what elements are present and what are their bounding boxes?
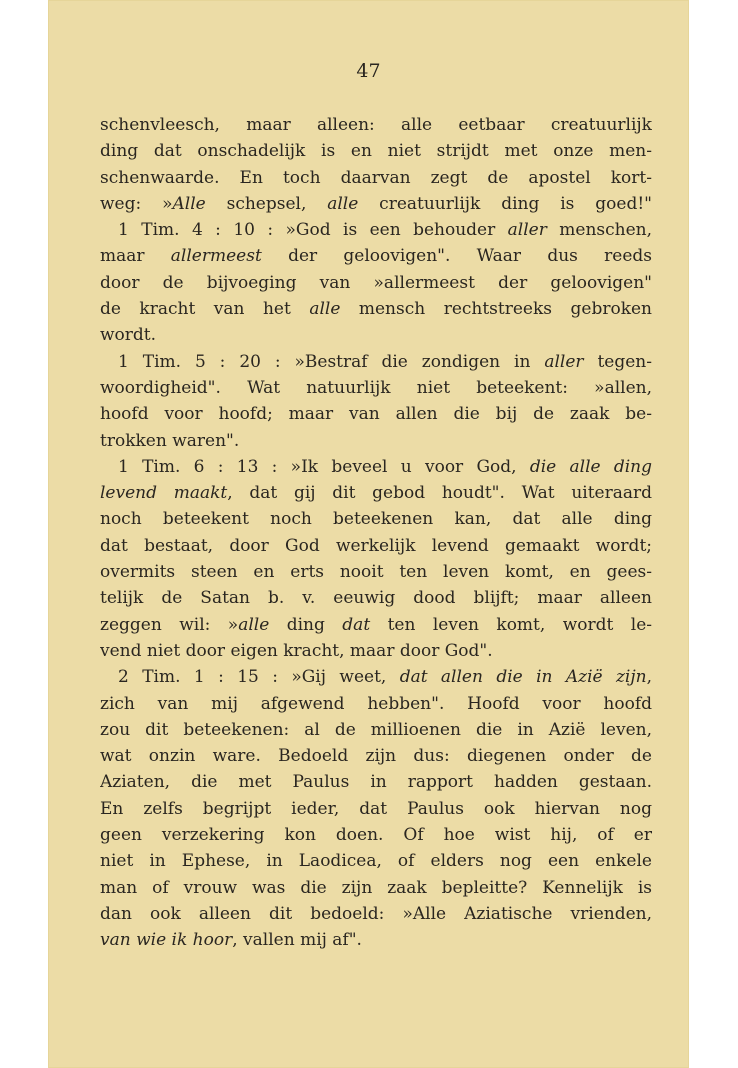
text-line — [100, 612, 652, 638]
text-line — [100, 296, 652, 322]
italic-text: dat — [342, 614, 371, 635]
text-line — [100, 401, 652, 427]
text-segment: 1 Tim. 5 : 20 : »Bestraf die zondigen in — [118, 351, 545, 372]
book-page — [48, 0, 689, 1068]
italic-text: alle — [238, 614, 270, 635]
text-line — [100, 585, 652, 611]
text-segment: schepsel, — [205, 193, 328, 214]
text-segment: mensch rechtstreeks gebroken — [340, 299, 652, 320]
italic-text: van wie ik hoor — [100, 930, 233, 951]
text-segment: 1 Tim. 4 : 10 : »God is een behouder — [118, 220, 508, 241]
text-line — [100, 901, 652, 927]
text-line — [100, 638, 652, 664]
text-segment: zich van mij afgewend hebben". Hoofd voor hoofd — [100, 693, 652, 714]
text-segment: , vallen mij af". — [232, 930, 362, 951]
text-line — [100, 664, 652, 690]
text-segment: , — [646, 667, 652, 688]
text-segment: schenwaarde. En toch daarvan zegt de apostel kort- — [100, 167, 652, 188]
italic-text: die alle ding — [529, 456, 652, 477]
text-segment: zou dit beteekenen: al de millioenen die in Azië leven, — [100, 719, 652, 740]
text-segment: geen verzekering kon doen. Of hoe wist hij, of er — [100, 825, 652, 846]
text-segment: creatuurlijk ding is goed!" — [358, 193, 652, 214]
text-line — [100, 848, 652, 874]
text-segment: ding — [269, 614, 343, 635]
text-line — [100, 533, 652, 559]
text-line — [100, 875, 652, 901]
text-segment: 2 Tim. 1 : 15 : »Gij weet, — [118, 667, 400, 688]
text-segment: En zelfs begrijpt ieder, dat Paulus ook hiervan nog — [100, 798, 652, 819]
text-line — [100, 375, 652, 401]
text-line — [100, 769, 652, 795]
text-segment: Aziaten, die met Paulus in rapport hadden gestaan. — [100, 772, 652, 793]
text-line — [100, 506, 652, 532]
text-segment: telijk de Satan b. v. eeuwig dood blijft; maar alleen — [100, 588, 652, 609]
text-line — [100, 691, 652, 717]
italic-text: Alle — [172, 193, 206, 214]
text-segment: der geloovigen". Waar dus reeds — [261, 246, 652, 267]
text-line — [100, 717, 652, 743]
text-segment: dan ook alleen dit bedoeld: »Alle Aziatische vrienden, — [100, 903, 652, 924]
text-line — [100, 822, 652, 848]
text-segment: maar — [100, 246, 171, 267]
text-line — [100, 927, 652, 953]
text-segment: noch beteekent noch beteekenen kan, dat alle ding — [100, 509, 652, 530]
text-segment: door de bijvoeging van »allermeest der geloovigen" — [100, 272, 652, 293]
text-line — [100, 559, 652, 585]
text-segment: 1 Tim. 6 : 13 : »Ik beveel u voor God, — [118, 456, 530, 477]
text-line — [100, 217, 652, 243]
text-line — [100, 165, 652, 191]
text-segment: weg: » — [100, 193, 173, 214]
text-line — [100, 428, 652, 454]
text-line — [100, 743, 652, 769]
text-segment: man of vrouw was die zijn zaak bepleitte? Kennelijk is — [100, 877, 652, 898]
text-line — [100, 454, 652, 480]
text-line — [100, 112, 652, 138]
italic-text: aller — [507, 220, 547, 241]
text-segment: menschen, — [546, 220, 652, 241]
body-text — [100, 112, 652, 954]
text-segment: wat onzin ware. Bedoeld zijn dus: diegenen onder de — [100, 746, 652, 767]
text-line — [100, 796, 652, 822]
text-segment: woordigheid". Wat natuurlijk niet beteekent: »allen, — [100, 377, 652, 398]
text-segment: wordt. — [100, 325, 157, 346]
text-segment: ten leven komt, wordt le- — [370, 614, 652, 635]
text-segment: overmits steen en erts nooit ten leven komt, en gees- — [100, 562, 652, 583]
italic-text: levend maakt — [100, 483, 228, 504]
text-line — [100, 243, 652, 269]
text-segment: , dat gij dit gebod houdt". Wat uiteraard — [227, 483, 652, 504]
text-line — [100, 349, 652, 375]
text-line — [100, 322, 652, 348]
italic-text: aller — [544, 351, 584, 372]
text-segment: trokken waren". — [100, 430, 240, 451]
text-line — [100, 480, 652, 506]
text-segment: schenvleesch, maar alleen: alle eetbaar creatuurlijk — [100, 115, 652, 135]
text-segment: de kracht van het — [100, 299, 310, 320]
text-line — [100, 138, 652, 164]
text-segment: vend niet door eigen kracht, maar door God". — [100, 640, 493, 661]
text-segment: dat bestaat, door God werkelijk levend gemaakt wordt; — [100, 535, 652, 556]
text-segment: zeggen wil: » — [100, 614, 239, 635]
italic-text: dat allen die in Azië zijn — [399, 667, 647, 688]
text-segment: hoofd voor hoofd; maar van allen die bij de zaak be- — [100, 404, 652, 425]
text-line — [100, 191, 652, 217]
italic-text: alle — [327, 193, 359, 214]
italic-text: alle — [309, 299, 341, 320]
text-segment: tegen- — [583, 351, 652, 372]
text-line — [100, 270, 652, 296]
italic-text: allermeest — [170, 246, 262, 267]
page-number: 47 — [356, 60, 381, 82]
text-segment: niet in Ephese, in Laodicea, of elders nog een enkele — [100, 851, 652, 872]
text-segment: ding dat onschadelijk is en niet strijdt met onze men- — [100, 141, 652, 162]
